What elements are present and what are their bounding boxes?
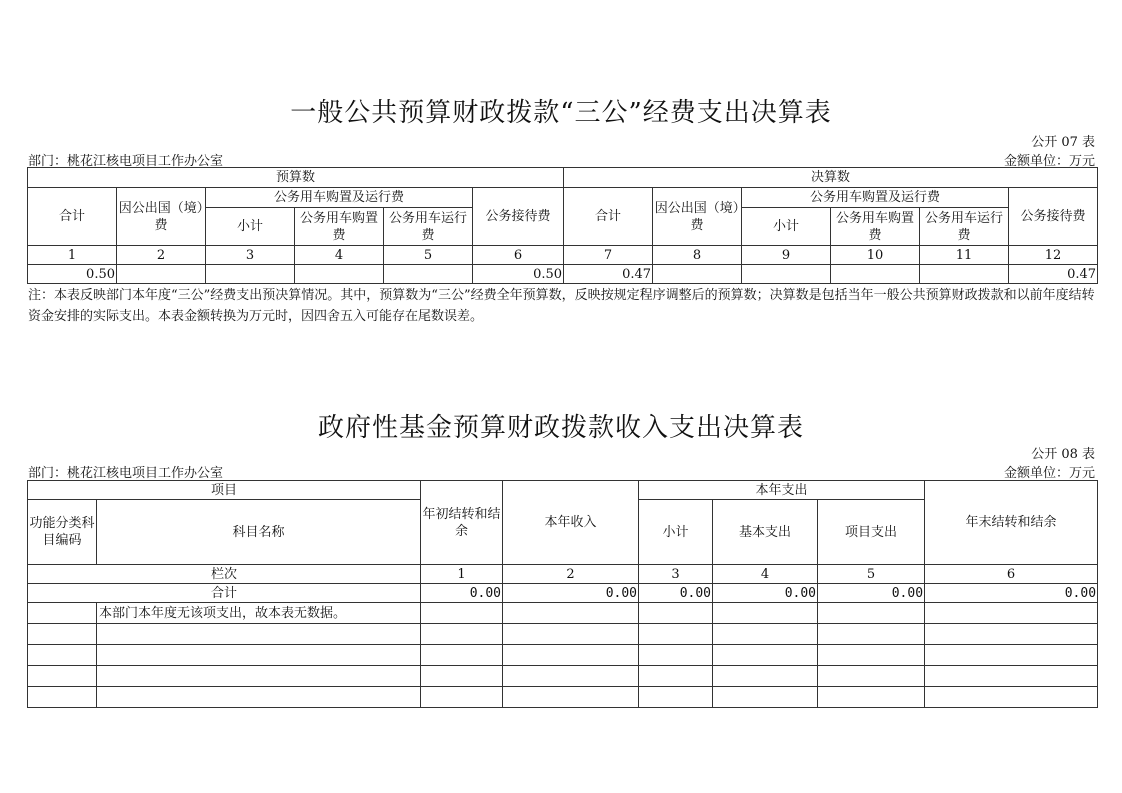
col-num: 10 xyxy=(831,246,920,265)
table08-department: 部门：桃花江核电项目工作办公室 xyxy=(28,466,224,481)
cell xyxy=(384,265,473,284)
cell xyxy=(117,265,206,284)
table-row xyxy=(28,603,1098,624)
table07-department: 部门：桃花江核电项目工作办公室 xyxy=(28,154,224,169)
total-label: 合计 xyxy=(28,584,421,603)
cell xyxy=(295,265,384,284)
table08-code: 公开 08 表 xyxy=(1031,447,1095,462)
column-number-row xyxy=(28,246,1098,265)
expense-subtotal-header: 小计 xyxy=(639,500,713,565)
cell: 0.00 xyxy=(818,584,925,603)
cell xyxy=(653,265,742,284)
table-row xyxy=(28,624,1098,645)
col-num: 7 xyxy=(564,246,653,265)
col-num: 3 xyxy=(206,246,295,265)
col-num: 6 xyxy=(925,565,1098,584)
table07-note: 注：本表反映部门本年度“三公”经费支出预决算情况。其中，预算数为“三公”经费全年预算数，反映按规定程序调整后的预算数；决算数是包括当年一般公共预算财政拨款和以前年度结转资金安排的实际支出。本表金额转换为万元时，因四舍五入可能存在尾数误差。 xyxy=(28,288,1095,324)
cell: 0.50 xyxy=(28,265,117,284)
budget-subtotal-header: 小计 xyxy=(206,208,295,246)
cell xyxy=(920,265,1009,284)
final-car-header: 公务用车购置及运行费 xyxy=(742,188,1009,208)
col-num: 9 xyxy=(742,246,831,265)
subject-name-header: 科目名称 xyxy=(97,500,421,565)
cell: 0.00 xyxy=(639,584,713,603)
table-row xyxy=(28,687,1098,708)
table07-code: 公开 07 表 xyxy=(1031,135,1095,150)
final-car-buy-header: 公务用车购置费 xyxy=(831,208,920,246)
basic-expense-header: 基本支出 xyxy=(713,500,818,565)
col-num: 12 xyxy=(1009,246,1098,265)
table08-unit: 金额单位：万元 xyxy=(1003,466,1095,481)
cell: 0.47 xyxy=(1009,265,1098,284)
final-car-run-header: 公务用车运行费 xyxy=(920,208,1009,246)
table-row xyxy=(28,666,1098,687)
cell: 0.00 xyxy=(713,584,818,603)
col-num: 8 xyxy=(653,246,742,265)
begin-balance-header: 年初结转和结余 xyxy=(421,481,503,565)
col-num: 6 xyxy=(473,246,564,265)
col-num: 11 xyxy=(920,246,1009,265)
col-num: 4 xyxy=(295,246,384,265)
empty-note: 本部门本年度无该项支出，故本表无数据。 xyxy=(97,603,421,624)
col-num: 5 xyxy=(818,565,925,584)
table07-unit: 金额单位：万元 xyxy=(1003,154,1095,169)
item-header: 项目 xyxy=(28,481,421,500)
col-num: 1 xyxy=(421,565,503,584)
col-num: 2 xyxy=(117,246,206,265)
cell xyxy=(206,265,295,284)
budget-car-run-header: 公务用车运行费 xyxy=(384,208,473,246)
table-row xyxy=(28,265,1098,284)
cell xyxy=(831,265,920,284)
cell: 0.00 xyxy=(925,584,1098,603)
budget-car-header: 公务用车购置及运行费 xyxy=(206,188,473,208)
table07 xyxy=(27,167,1098,284)
budget-header: 预算数 xyxy=(28,168,564,188)
expense-header: 本年支出 xyxy=(639,481,925,500)
total-row xyxy=(28,584,1098,603)
budget-total-header: 合计 xyxy=(28,188,117,246)
column-number-row xyxy=(28,565,1098,584)
func-code-header: 功能分类科目编码 xyxy=(28,500,97,565)
end-balance-header: 年末结转和结余 xyxy=(925,481,1098,565)
cell xyxy=(742,265,831,284)
budget-reception-header: 公务接待费 xyxy=(473,188,564,246)
table-row xyxy=(28,645,1098,666)
table07-title: 一般公共预算财政拨款“三公”经费支出决算表 xyxy=(290,98,832,128)
table08 xyxy=(27,480,1098,708)
col-num: 4 xyxy=(713,565,818,584)
col-num: 2 xyxy=(503,565,639,584)
final-total-header: 合计 xyxy=(564,188,653,246)
project-expense-header: 项目支出 xyxy=(818,500,925,565)
final-subtotal-header: 小计 xyxy=(742,208,831,246)
budget-abroad-header: 因公出国（境）费 xyxy=(117,188,206,246)
final-reception-header: 公务接待费 xyxy=(1009,188,1098,246)
table08-title: 政府性基金预算财政拨款收入支出决算表 xyxy=(317,413,804,443)
cell: 0.00 xyxy=(421,584,503,603)
col-label: 栏次 xyxy=(28,565,421,584)
col-num: 1 xyxy=(28,246,117,265)
col-num: 5 xyxy=(384,246,473,265)
cell: 0.00 xyxy=(503,584,639,603)
cell: 0.47 xyxy=(564,265,653,284)
col-num: 3 xyxy=(639,565,713,584)
budget-car-buy-header: 公务用车购置费 xyxy=(295,208,384,246)
cell: 0.50 xyxy=(473,265,564,284)
final-abroad-header: 因公出国（境）费 xyxy=(653,188,742,246)
income-header: 本年收入 xyxy=(503,481,639,565)
final-header: 决算数 xyxy=(564,168,1098,188)
